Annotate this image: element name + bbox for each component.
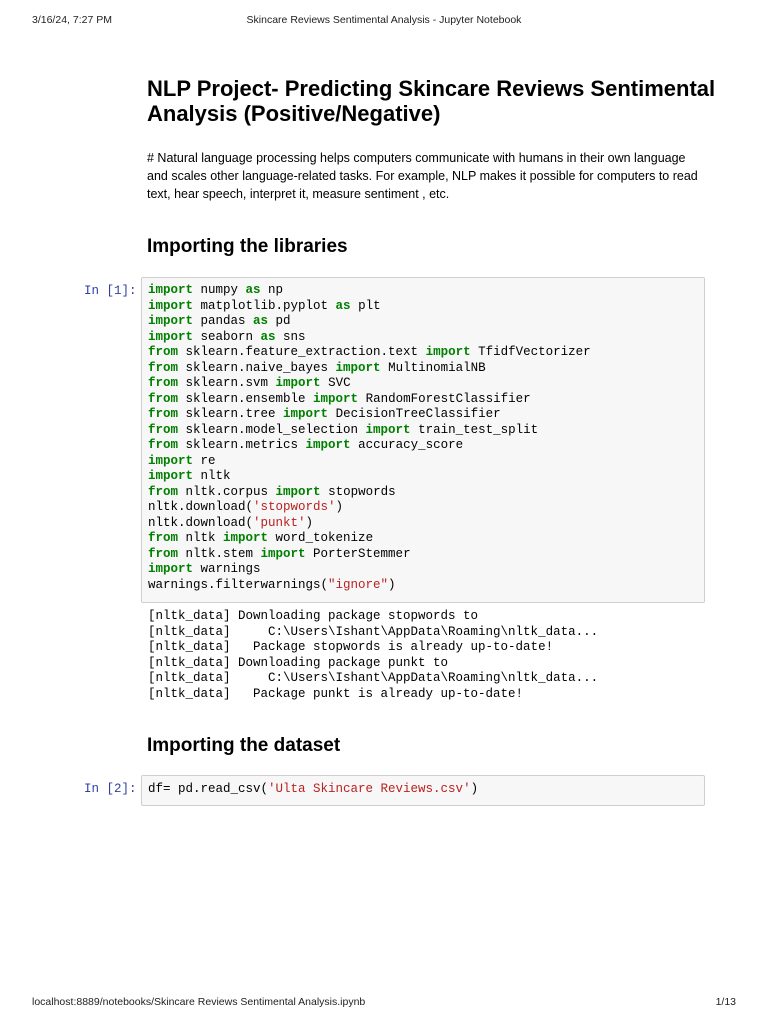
keyword-token: from [148,438,179,452]
keyword-token: from [148,345,179,359]
code-token: nltk.download( [148,500,254,514]
code-token: ) [335,500,344,514]
keyword-token: as [245,283,261,297]
code-token: matplotlib.pyplot [193,298,336,313]
output-line: [nltk_data] Package stopwords is already up-to-date! [148,640,554,654]
print-footer [0,996,768,1010]
keyword-token: as [335,298,351,313]
code-token: ) [305,515,314,530]
output-line: [nltk_data] Downloading package punkt to [148,655,449,670]
keyword-token: import [260,546,306,561]
print-page-title: Skincare Reviews Sentimental Analysis - Jupyter Notebook [246,14,522,26]
code-token: np [260,283,284,297]
keyword-token: from [148,391,179,406]
keyword-token: import [313,391,359,406]
code-token: stopwords [320,484,396,499]
code-line [148,299,591,315]
code-line [148,531,591,547]
code-line [148,407,591,423]
section-heading-libraries: Importing the libraries [147,236,348,257]
code-token: sklearn.model_selection [178,422,366,437]
keyword-token: import [148,562,194,576]
string-token: 'Ulta Skincare Reviews.csv' [268,782,471,796]
code-token: SVC [320,376,351,390]
code-cell-1-output [148,609,598,702]
code-token: numpy [193,283,246,297]
code-token: PorterStemmer [305,546,411,561]
print-header [0,14,768,28]
keyword-token: import [275,376,321,390]
code-line [148,392,591,408]
output-line: [nltk_data] Package punkt is already up-to-date! [148,686,524,701]
code-token: word_tokenize [268,531,374,545]
keyword-token: import [148,469,194,483]
code-token: nltk [193,469,231,483]
code-token: plt [350,298,381,313]
keyword-token: from [148,546,179,561]
string-token: 'punkt' [253,515,306,530]
print-page-number: 1/13 [715,996,736,1008]
code-line [148,361,591,377]
code-line [148,283,591,299]
code-token: DecisionTreeClassifier [328,407,501,421]
keyword-token: import [335,360,381,375]
code-token: pd [268,314,291,328]
code-line [148,547,591,563]
code-token: sklearn.naive_bayes [178,360,336,375]
output-line: [nltk_data] C:\Users\Ishant\AppData\Roaming\nltk_data... [148,624,599,639]
code-line [148,562,591,578]
keyword-token: import [425,345,471,359]
keyword-token: as [253,314,269,328]
keyword-token: import [365,422,411,437]
code-token: nltk.corpus [178,484,276,499]
code-token: sklearn.tree [178,407,284,421]
code-line [148,578,591,594]
code-token: RandomForestClassifier [358,391,531,406]
code-line [148,345,591,361]
code-line [148,314,591,330]
code-token: accuracy_score [350,438,464,452]
code-line [148,423,591,439]
string-token: 'stopwords' [253,500,336,514]
print-url: localhost:8889/notebooks/Skincare Reviews Sentimental Analysis.ipynb [32,996,366,1008]
keyword-token: import [148,453,194,468]
code-token: re [193,453,216,468]
output-line: [nltk_data] C:\Users\Ishant\AppData\Roaming\nltk_data... [148,671,599,685]
keyword-token: as [260,329,276,344]
code-token: ) [470,782,479,796]
code-token: sns [275,329,306,344]
code-cell-1-source[interactable] [148,283,591,593]
cell-prompt-2: In [2]: [84,782,137,796]
code-cell-2-source[interactable] [148,782,478,798]
code-token: warnings [193,562,261,576]
keyword-token: from [148,484,179,499]
keyword-token: import [223,531,269,545]
code-line [148,485,591,501]
code-line [148,454,591,470]
keyword-token: import [148,283,194,297]
intro-markdown: # Natural language processing helps computers communicate with humans in their own language and scales other language-related tasks. For example, NLP makes it possible for computers to read text, hear speech, interpret it, measure sentiment , etc. [147,151,698,201]
keyword-token: import [148,329,194,344]
code-token: df= pd.read_csv( [148,782,269,796]
code-token: sklearn.feature_extraction.text [178,345,426,359]
string-token: "ignore" [328,577,389,592]
keyword-token: import [283,407,329,421]
keyword-token: from [148,407,179,421]
code-line [148,330,591,346]
code-token: nltk.download( [148,515,254,530]
keyword-token: from [148,422,179,437]
code-token: nltk [178,531,224,545]
code-line [148,782,478,798]
keyword-token: from [148,531,179,545]
keyword-token: import [148,298,194,313]
code-token: TfidfVectorizer [470,345,591,359]
keyword-token: import [148,314,194,328]
keyword-token: import [275,484,321,499]
code-token: train_test_split [410,422,539,437]
code-token: seaborn [193,329,261,344]
code-token: nltk.stem [178,546,261,561]
code-line [148,438,591,454]
output-line: [nltk_data] Downloading package stopwords to [148,609,479,623]
code-token: sklearn.svm [178,376,276,390]
code-token: ) [388,577,396,592]
code-token: warnings.filterwarnings( [148,577,329,592]
code-line [148,500,591,516]
section-heading-dataset: Importing the dataset [147,735,341,756]
code-line [148,376,591,392]
notebook-title: NLP Project- Predicting Skincare Reviews Sentimental Analysis (Positive/Negative) [147,76,716,126]
code-token: sklearn.ensemble [178,391,314,406]
cell-prompt-1: In [1]: [84,284,137,298]
code-token: MultinomialNB [380,360,486,375]
code-token: sklearn.metrics [178,438,306,452]
keyword-token: from [148,360,179,375]
code-line [148,469,591,485]
code-token: pandas [193,314,254,328]
keyword-token: from [148,376,179,390]
print-datetime: 3/16/24, 7:27 PM [32,14,112,26]
code-line [148,516,591,532]
keyword-token: import [305,438,351,452]
